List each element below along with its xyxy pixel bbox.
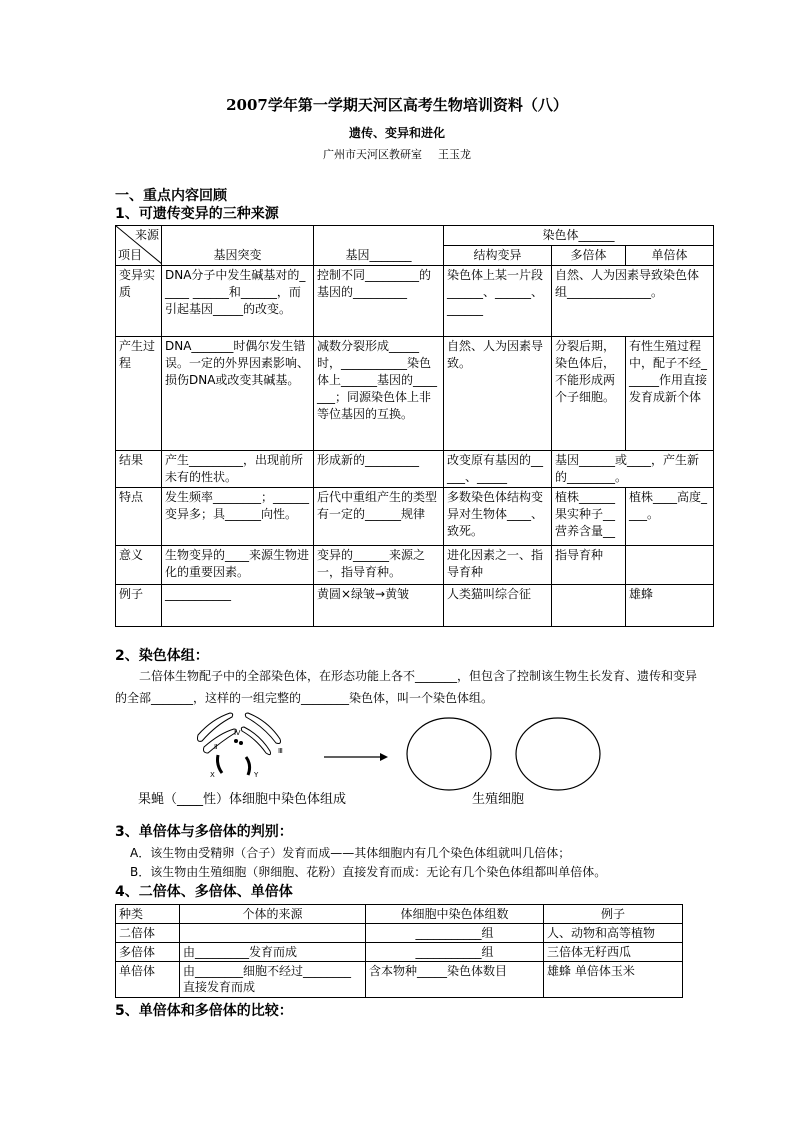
header-polyploid: 多倍体 <box>552 246 626 266</box>
ploidy-example-polyploid: 三倍体无籽西瓜 <box>544 943 683 962</box>
cell-essence-gene-recomb: 控制不同_________的基因的_________ <box>314 266 444 337</box>
ploidy-origin-haploid: 由________细胞不经过________直接发育而成 <box>180 962 366 998</box>
cell-feature-structure: 多数染色体结构变异对生物体____、致死。 <box>444 488 552 546</box>
label-x: X <box>210 771 215 779</box>
gamete-cell-1 <box>404 715 494 793</box>
row-label-essence: 变异实质 <box>116 266 162 337</box>
chromosome-iv-dot <box>234 739 238 743</box>
cell-result-poly-haploid: 基因______或____，产生新的________。 <box>552 451 714 488</box>
label-iv: Ⅳ <box>234 729 241 737</box>
cell-essence-poly-haploid: 自然、人为因素导致染色体组______________。 <box>552 266 714 337</box>
ploidy-header-origin: 个体的来源 <box>180 905 366 924</box>
cell-process-gene-recomb: 减数分裂形成_____时，___________染色体上______基因的_______；同源染色体上非等位基因的互换。 <box>314 337 444 451</box>
row-label-example: 例子 <box>116 585 162 627</box>
cell-process-polyploid: 分裂后期，染色体后，不能形成两个子细胞。 <box>552 337 626 451</box>
gamete-cell-2 <box>513 715 603 793</box>
author-name: 王玉龙 <box>438 148 471 161</box>
chromosome-iv-dot-pair <box>239 741 243 745</box>
cell-feature-polyploid: 植株______果实种子__营养含量__ <box>552 488 626 546</box>
cell-feature-haploid: 植株____高度____。 <box>626 488 714 546</box>
label-y: Y <box>254 771 259 779</box>
ploidy-kind-haploid: 单倍体 <box>116 962 180 998</box>
section5-heading: 5、单倍体和多倍体的比较： <box>115 1003 293 1019</box>
cell-process-structure: 自然、人为因素导致。 <box>444 337 552 451</box>
row-label-process: 产生过程 <box>116 337 162 451</box>
cell-meaning-structure: 进化因素之一、指导育种 <box>444 546 552 585</box>
cell-essence-gene-mutation: DNA分子中发生碱基对的_____ ______和______，而引起基因_____的改变。 <box>162 266 314 337</box>
row-label-result: 结果 <box>116 451 162 488</box>
section1-sub-heading: 1、可遗传变异的三种来源 <box>115 206 279 222</box>
cell-process-gene-mutation: DNA_______时偶尔发生错误。一定的外界因素影响、损伤DNA或改变其碱基。 <box>162 337 314 451</box>
ploidy-example-haploid: 雄蜂 单倍体玉米 <box>544 962 683 998</box>
cell-feature-gene-recomb: 后代中重组产生的类型有一定的______规律 <box>314 488 444 546</box>
cell-result-gene-recomb: 形成新的_________ <box>314 451 444 488</box>
section1-heading: 一、重点内容回顾 <box>115 188 227 204</box>
section3-item-b: B．该生物由生殖细胞（卵细胞、花粉）直接发育而成：无论有几个染色体组都叫单倍体。 <box>130 865 607 879</box>
corner-top-label: 来源 <box>134 228 159 242</box>
cell-process-haploid: 有性生殖过程中，配子不经______作用直接发育成新个体 <box>626 337 714 451</box>
header-haploid: 单倍体 <box>626 246 714 266</box>
ploidy-header-example: 例子 <box>544 905 683 924</box>
ploidy-header-kind: 种类 <box>116 905 180 924</box>
chromosome-x <box>218 755 223 773</box>
ploidy-origin-polyploid: 由_________发育而成 <box>180 943 366 962</box>
header-gene-recombination: 基因_______ <box>314 226 444 266</box>
corner-cell <box>116 226 162 266</box>
row-label-feature: 特点 <box>116 488 162 546</box>
cell-result-structure: 改变原有基因的_____、_____ <box>444 451 552 488</box>
cell-example-gene-recomb: 黄圆×绿皱→黄皱 <box>314 585 444 627</box>
cell-example-polyploid <box>552 585 626 627</box>
ploidy-table <box>115 904 683 998</box>
cell-example-gene-mutation: ___________ <box>162 585 314 627</box>
page-subtitle: 遗传、变异和进化 <box>348 126 445 140</box>
section2-heading: 2、染色体组： <box>115 648 209 664</box>
cell-meaning-gene-mutation: 生物变异的____来源生物进化的重要因素。 <box>162 546 314 585</box>
ploidy-example-diploid: 人、动物和高等植物 <box>544 924 683 943</box>
cell-meaning-haploid <box>626 546 714 585</box>
author-line <box>0 146 794 162</box>
header-chromosome: 染色体______ <box>444 226 714 246</box>
corner-bottom-label: 项目 <box>118 248 143 262</box>
header-gene-mutation: 基因突变 <box>162 226 314 266</box>
cell-essence-structure: 染色体上某一片段______、______、______ <box>444 266 552 337</box>
label-ii: Ⅱ <box>214 743 218 751</box>
cell-feature-gene-mutation: 发生频率________；______变异多；具______向性。 <box>162 488 314 546</box>
ploidy-sets-haploid: 含本物种_____染色体数目 <box>366 962 544 998</box>
ploidy-sets-polyploid: ___________组 <box>366 943 544 962</box>
row-label-meaning: 意义 <box>116 546 162 585</box>
caption-gamete: 生殖细胞 <box>472 792 525 807</box>
org-name: 广州市天河区教研室 <box>323 148 422 161</box>
section3-heading: 3、单倍体与多倍体的判别： <box>115 824 293 840</box>
cell-result-gene-mutation: 产生_________，出现前所未有的性状。 <box>162 451 314 488</box>
ploidy-kind-polyploid: 多倍体 <box>116 943 180 962</box>
variation-sources-table <box>115 225 714 627</box>
cell-example-structure: 人类猫叫综合征 <box>444 585 552 627</box>
page-title: 2007学年第一学期天河区高考生物培训资料（八） <box>226 96 568 114</box>
caption-fruitfly: 果蝇（____性）体细胞中染色体组成 <box>138 792 347 807</box>
ploidy-sets-diploid: ___________组 <box>366 924 544 943</box>
section3-item-a: A．该生物由受精卵（合子）发育而成——其体细胞内有几个染色体组就叫几倍体； <box>130 846 571 860</box>
cell-example-haploid: 雄蜂 <box>626 585 714 627</box>
cell-meaning-gene-recomb: 变异的______来源之一，指导育种。 <box>314 546 444 585</box>
section2-paragraph: 二倍体生物配子中的全部染色体，在形态功能上各不_______，但包含了控制该生物生长发育、遗传和变异的全部_______，这样的一组完整的________染色体，叫一个染色体组。 <box>115 669 698 705</box>
ploidy-header-sets: 体细胞中染色体组数 <box>366 905 544 924</box>
chromosome-iii-right <box>245 713 280 744</box>
cell-meaning-polyploid: 指导育种 <box>552 546 626 585</box>
fruitfly-chromosomes-figure <box>190 705 290 780</box>
arrow-icon <box>322 750 390 764</box>
label-iii: Ⅲ <box>278 747 283 755</box>
ploidy-origin-diploid <box>180 924 366 943</box>
ploidy-kind-diploid: 二倍体 <box>116 924 180 943</box>
header-structure: 结构变异 <box>444 246 552 266</box>
chromosome-y <box>246 757 250 775</box>
section4-heading: 4、二倍体、多倍体、单倍体 <box>115 884 293 900</box>
